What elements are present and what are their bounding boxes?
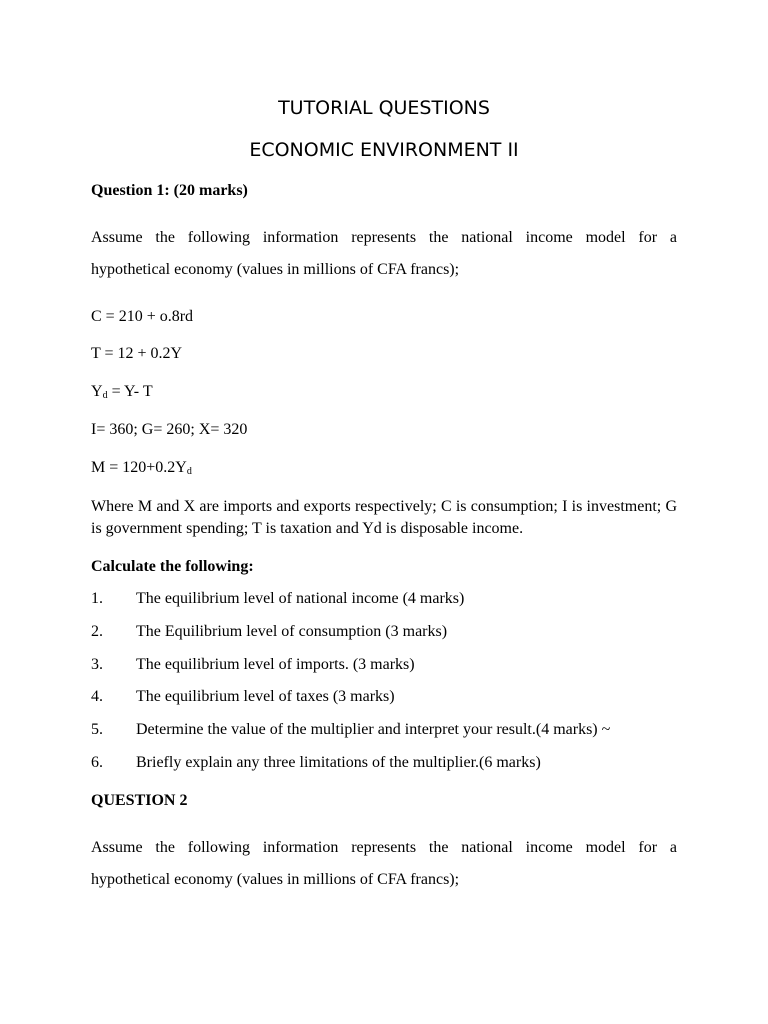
question-2-intro-line-2: hypothetical economy (values in millions of CFA francs);	[91, 871, 460, 888]
equation-disposable-income	[91, 382, 677, 406]
list-item	[91, 589, 677, 609]
list-item-number: 2.	[91, 623, 103, 640]
equation-yd-subscript: d	[102, 390, 108, 401]
equation-consumption: C = 210 + o.8rd	[91, 308, 194, 325]
question-2-heading: QUESTION 2	[91, 792, 188, 809]
question-1-intro-line-1: Assume the following information represents the national income model for a	[91, 229, 677, 246]
calculate-heading: Calculate the following:	[91, 558, 254, 575]
list-item-text: The equilibrium level of taxes (3 marks)	[136, 688, 395, 705]
list-item-number: 4.	[91, 688, 103, 705]
document-subtitle: ECONOMIC ENVIRONMENT II	[249, 139, 519, 161]
list-item-number: 3.	[91, 656, 103, 673]
equation-taxation: T = 12 + 0.2Y	[91, 345, 183, 362]
list-item-text: The equilibrium level of national income (4 marks)	[136, 590, 465, 607]
list-item	[91, 720, 677, 740]
document-title: TUTORIAL QUESTIONS	[278, 97, 490, 119]
equation-investment-government-exports: I= 360; G= 260; X= 320	[91, 421, 248, 438]
list-item-number: 5.	[91, 721, 103, 738]
equation-imports-main: M = 120+0.2Y	[91, 459, 187, 476]
list-item	[91, 655, 677, 675]
list-item-number: 1.	[91, 590, 103, 607]
list-item-number: 6.	[91, 754, 103, 771]
list-item-text: Briefly explain any three limitations of the multiplier.(6 marks)	[136, 754, 541, 771]
list-item	[91, 753, 677, 773]
list-item	[91, 622, 677, 642]
list-item-text: The equilibrium level of imports. (3 marks)	[136, 656, 415, 673]
equation-yd-symbol: Y	[91, 383, 103, 400]
list-item-text: The Equilibrium level of consumption (3 marks)	[136, 623, 448, 640]
equation-imports	[91, 458, 677, 482]
question-1-heading: Question 1: (20 marks)	[91, 182, 248, 199]
equation-imports-subscript: d	[186, 466, 192, 477]
question-1-intro-line-2: hypothetical economy (values in millions of CFA francs);	[91, 261, 460, 278]
list-item-text: Determine the value of the multiplier and interpret your result.(4 marks) ~	[136, 721, 611, 738]
equation-yd-rest: = Y- T	[107, 383, 153, 400]
variable-definitions: Where M and X are imports and exports respectively; C is consumption; I is investment; G is government spending; T is taxation and Yd is disposable income.	[91, 498, 677, 537]
question-2-intro-line-1: Assume the following information represents the national income model for a	[91, 839, 677, 856]
list-item	[91, 687, 677, 707]
